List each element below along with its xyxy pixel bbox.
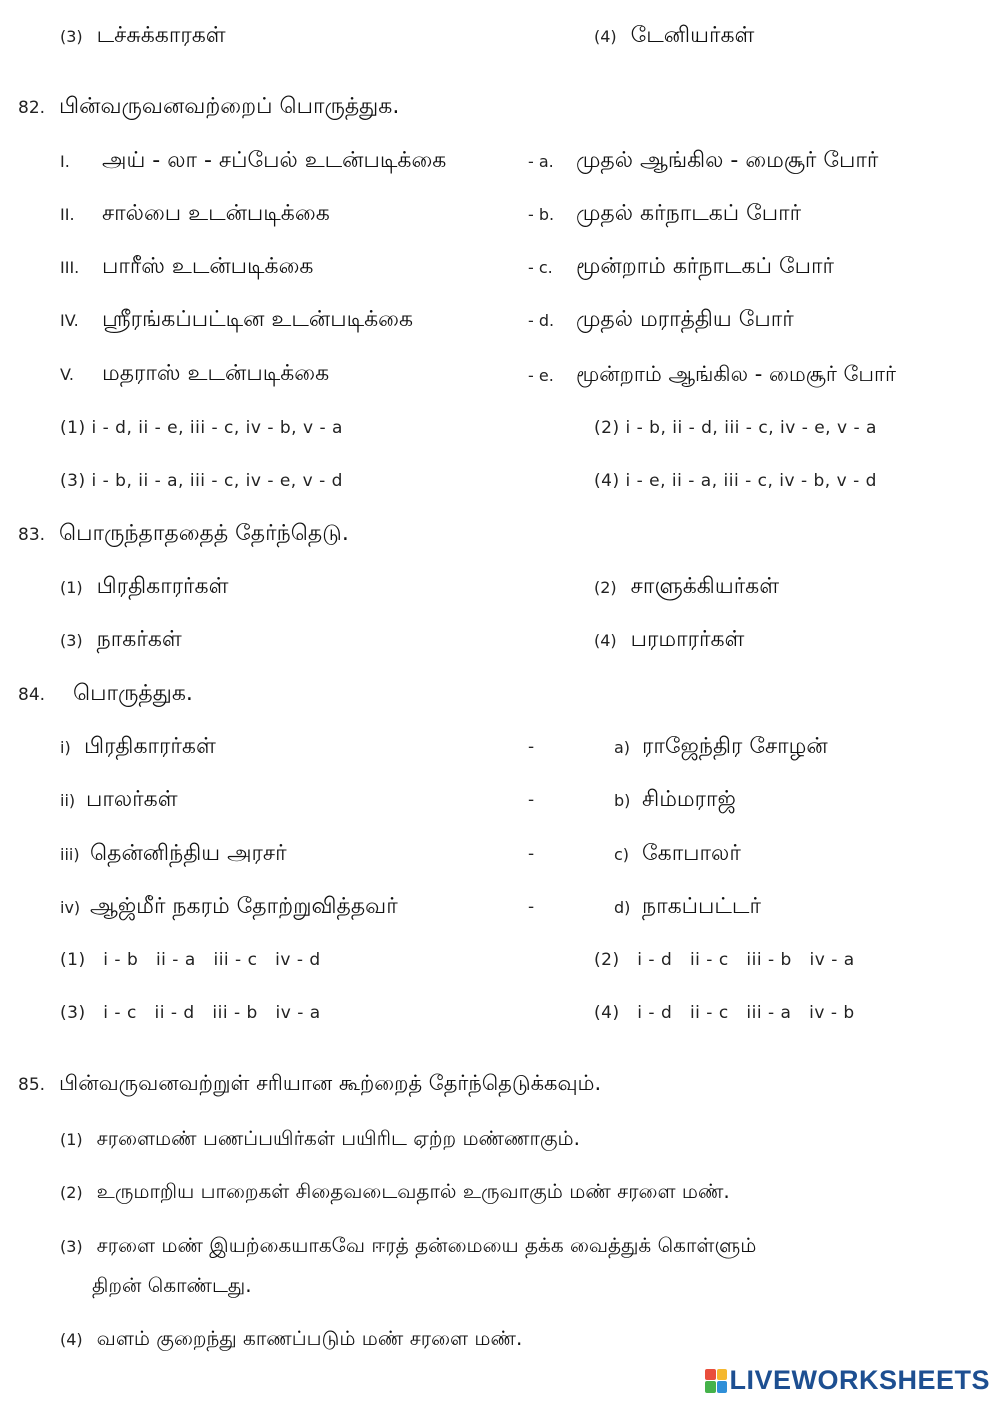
question-number: 82. <box>18 98 46 118</box>
row-left: பாலர்கள் <box>86 787 178 812</box>
row-letter: - d. <box>528 311 555 330</box>
row-letter: - a. <box>528 152 554 171</box>
option-number: (4) <box>594 27 617 46</box>
row-dash: - <box>528 897 535 917</box>
q82-option-1: (1) i - d, ii - e, iii - c, iv - b, v - a <box>60 418 343 438</box>
q82-row-right <box>528 360 896 390</box>
q85-header <box>18 1069 601 1099</box>
option-text: டேனியர்கள் <box>630 23 755 48</box>
question-text: பின்வருவனவற்றைப் பொருத்துக. <box>59 94 400 119</box>
q84-option-2: (2) i - d ii - c iii - b iv - a <box>594 950 855 970</box>
q85-option-2 <box>60 1177 730 1207</box>
question-text: பின்வருவனவற்றுள் சரியான கூற்றைத் தேர்ந்தெடுக்கவும். <box>59 1071 602 1095</box>
q84-row <box>60 733 216 762</box>
q82-row-right <box>528 253 834 282</box>
q82-row-right <box>528 147 878 176</box>
q82-option-4: (4) i - e, ii - a, iii - c, iv - b, v - d <box>594 471 877 491</box>
question-number: 85. <box>18 1075 46 1095</box>
row-letter: b) <box>614 791 631 810</box>
logo-tile <box>717 1381 728 1393</box>
row-left: பாரீஸ் உடன்படிக்கை <box>102 254 314 279</box>
row-letter: c) <box>614 845 630 864</box>
q84-option-4: (4) i - d ii - c iii - a iv - b <box>594 1003 855 1023</box>
q81-option-3 <box>60 22 226 51</box>
option-number: (4) <box>594 631 617 650</box>
question-text: பொருத்துக. <box>73 681 193 706</box>
option-text: சரளைமண் பணப்பயிர்கள் பயிரிட ஏற்ற மண்ணாகும். <box>96 1126 581 1150</box>
logo-tiles-icon <box>705 1369 727 1393</box>
row-dash: - <box>528 790 535 810</box>
q84-row <box>60 893 398 922</box>
logo-tile <box>705 1381 716 1393</box>
row-roman: iv) <box>60 898 81 917</box>
row-right: கோபாலர் <box>642 841 741 866</box>
question-number: 83. <box>18 525 46 545</box>
row-letter: a) <box>614 738 631 757</box>
row-right: மூன்றாம் கர்நாடகப் போர் <box>576 254 834 279</box>
option-number: (3) <box>60 631 83 650</box>
row-left: அய் - லா - சப்பேல் உடன்படிக்கை <box>102 148 447 173</box>
liveworksheets-logo <box>705 1365 990 1396</box>
row-left: பிரதிகாரர்கள் <box>84 734 216 759</box>
row-letter: - c. <box>528 258 553 277</box>
q84-option-1: (1) i - b ii - a iii - c iv - d <box>60 950 321 970</box>
q82-row-right <box>528 200 801 229</box>
option-number: (3) <box>60 1237 83 1256</box>
row-letter: - e. <box>528 366 554 385</box>
row-left: சால்பை உடன்படிக்கை <box>102 201 330 226</box>
q83-option-3 <box>60 626 182 655</box>
row-left: மதராஸ் உடன்படிக்கை <box>102 361 330 386</box>
row-roman: I. <box>60 152 70 171</box>
row-letter: d) <box>614 898 631 917</box>
q83-header <box>18 520 349 549</box>
row-dash: - <box>528 737 535 757</box>
option-number: (1) <box>60 578 83 597</box>
option-number: (1) <box>60 1130 83 1149</box>
q81-option-4 <box>594 22 754 51</box>
row-right: முதல் மராத்திய போர் <box>576 307 794 332</box>
row-roman: III. <box>60 258 80 277</box>
row-roman: i) <box>60 738 71 757</box>
row-right: முதல் கர்நாடகப் போர் <box>576 201 802 226</box>
q84-row-right <box>614 893 761 922</box>
option-number: (3) <box>60 27 83 46</box>
row-left: ஸ்ரீரங்கப்பட்டின உடன்படிக்கை <box>102 307 414 332</box>
row-roman: iii) <box>60 845 80 864</box>
q83-option-2 <box>594 573 779 602</box>
logo-tile <box>705 1369 716 1381</box>
option-text: பிரதிகாரர்கள் <box>96 574 229 599</box>
q82-option-2: (2) i - b, ii - d, iii - c, iv - e, v - a <box>594 418 877 438</box>
option-text: உருமாறிய பாறைகள் சிதைவடைவதால் உருவாகும் மண் சரளை மண். <box>96 1179 730 1203</box>
q85-option-1 <box>60 1124 580 1154</box>
q85-option-3 <box>60 1231 756 1261</box>
q82-row-right <box>528 306 794 335</box>
q84-row-right <box>614 733 828 762</box>
q82-row <box>60 360 329 389</box>
q85-option-3-continued <box>92 1271 252 1300</box>
row-roman: ii) <box>60 791 76 810</box>
row-dash: - <box>528 844 535 864</box>
option-text: பரமாரர்கள் <box>630 627 745 652</box>
row-roman: IV. <box>60 311 79 330</box>
q83-option-4 <box>594 626 744 655</box>
q84-row-right <box>614 840 741 869</box>
q84-header <box>18 680 193 709</box>
row-right: ராஜேந்திர சோழன் <box>642 734 828 759</box>
logo-tile <box>717 1369 728 1381</box>
row-letter: - b. <box>528 205 555 224</box>
option-number: (2) <box>60 1183 83 1202</box>
option-number: (2) <box>594 578 617 597</box>
option-text: நாகர்கள் <box>96 627 182 652</box>
row-left: தென்னிந்திய அரசர் <box>90 841 287 866</box>
option-text: டச்சுக்காரகள் <box>96 23 226 48</box>
q82-row <box>60 253 314 282</box>
q82-row <box>60 306 413 335</box>
q84-option-3: (3) i - c ii - d iii - b iv - a <box>60 1003 321 1023</box>
option-text: சரளை மண் இயற்கையாகவே ஈரத் தன்மையை தக்க வைத்துக் கொள்ளும் <box>96 1233 757 1257</box>
option-text: சாளுக்கியர்கள் <box>630 574 780 599</box>
row-right: நாகப்பட்டர் <box>642 894 761 919</box>
q82-row <box>60 200 330 229</box>
row-right: சிம்மராஜ் <box>642 787 736 812</box>
row-right: மூன்றாம் ஆங்கில - மைசூர் போர் <box>576 362 896 386</box>
q84-row <box>60 786 178 815</box>
q82-row <box>60 147 446 176</box>
q82-header <box>18 93 399 122</box>
row-roman: II. <box>60 205 75 224</box>
q82-option-3: (3) i - b, ii - a, iii - c, iv - e, v - d <box>60 471 343 491</box>
q85-option-4 <box>60 1324 522 1354</box>
option-number: (4) <box>60 1330 83 1349</box>
q84-row-right <box>614 786 736 815</box>
brand-text: LIVEWORKSHEETS <box>729 1365 990 1395</box>
question-number: 84. <box>18 685 46 705</box>
option-text: வளம் குறைந்து காணப்படும் மண் சரளை மண். <box>96 1326 523 1350</box>
question-text: பொருந்தாததைத் தேர்ந்தெடு. <box>59 521 349 546</box>
row-right: முதல் ஆங்கில - மைசூர் போர் <box>576 148 879 173</box>
row-roman: V. <box>60 365 74 384</box>
row-left: ஆஜ்மீர் நகரம் தோற்றுவித்தவர் <box>90 894 398 919</box>
q83-option-1 <box>60 573 228 602</box>
option-text: திறன் கொண்டது. <box>92 1273 252 1297</box>
q84-row <box>60 840 287 869</box>
